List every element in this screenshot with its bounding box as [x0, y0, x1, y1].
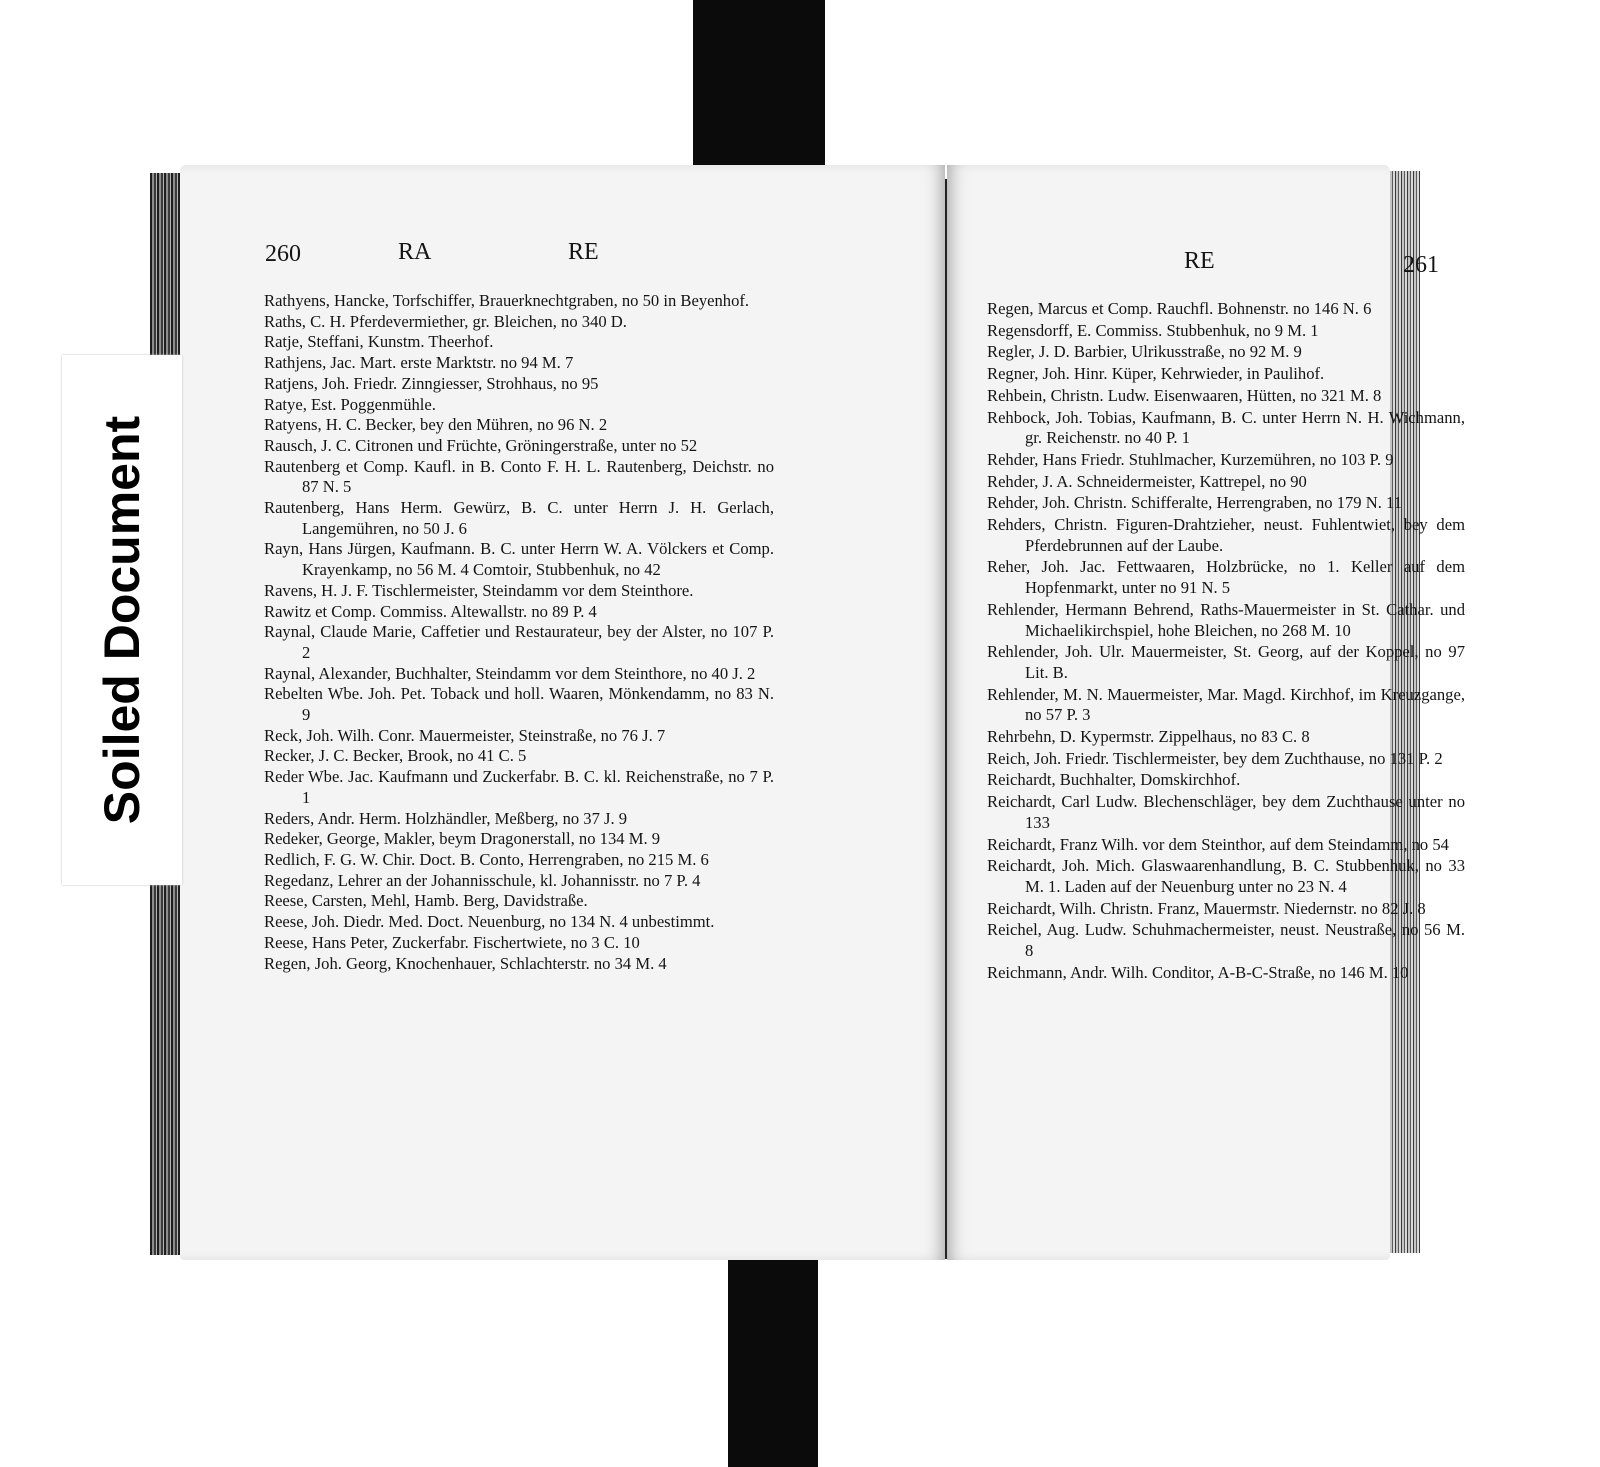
directory-entry: Redlich, F. G. W. Chir. Doct. B. Conto, Herrengraben, no 215 M. 6: [264, 849, 709, 869]
soiled-document-label-text: Soiled Document: [94, 415, 150, 825]
directory-entry: Rehlender, M. N. Mauermeister, Mar. Magd. Kirchhof, im Kreuzgange, no 57 P. 3: [987, 684, 1465, 725]
directory-entry: Rehbock, Joh. Tobias, Kaufmann, B. C. unter Herrn N. H. Wichmann, gr. Reichenstr. no 40 P. 1: [987, 407, 1465, 448]
directory-entry: Reher, Joh. Jac. Fettwaaren, Holzbrücke, no 1. Keller auf dem Hopfenmarkt, unter no 91 N. 5: [987, 557, 1465, 598]
directory-entry: Regen, Marcus et Comp. Rauchfl. Bohnenstr. no 146 N. 6: [987, 299, 1372, 318]
directory-entry: Raynal, Alexander, Buchhalter, Steindamm vor dem Steinthore, no 40 J. 2: [264, 663, 756, 683]
left-header-re: RE: [568, 239, 599, 265]
directory-entry: Rathyens, Hancke, Torfschiffer, Brauerknechtgraben, no 50 in Beyenhof.: [264, 291, 750, 310]
right-page-number: 261: [1403, 252, 1439, 278]
directory-entry: Rehder, Joh. Christn. Schifferalte, Herrengraben, no 179 N. 11: [987, 493, 1402, 513]
directory-entry: Rayn, Hans Jürgen, Kaufmann. B. C. unter Herrn W. A. Völckers et Comp. Krayenkamp, no 56 M. 4 Comtoir, Stubbenhuk, no 42: [264, 539, 774, 580]
directory-entry: Rehlender, Hermann Behrend, Raths-Mauermeister in St. Cathar. und Michaelikirchspiel, hohe Bleichen, no 268 M. 10: [987, 599, 1465, 640]
directory-entry: Reder Wbe. Jac. Kaufmann und Zuckerfabr. B. C. kl. Reichenstraße, no 7 P. 1: [264, 767, 774, 807]
binding-strip-top: [693, 0, 825, 180]
directory-entry: Raynal, Claude Marie, Caffetier und Restaurateur, bey der Alster, no 107 P. 2: [264, 622, 774, 662]
directory-entry: Rehders, Christn. Figuren-Drahtzieher, neust. Fuhlentwiet, bey dem Pferdebrunnen auf der Laube.: [987, 515, 1465, 555]
directory-entry: Regen, Joh. Georg, Knochenhauer, Schlachterstr. no 34 M. 4: [264, 953, 667, 973]
directory-entry: Reichel, Aug. Ludw. Schuhmachermeister, neust. Neustraße, no 56 M. 8: [987, 920, 1465, 961]
soiled-document-label: [62, 355, 182, 885]
right-header-re: RE: [1184, 248, 1215, 274]
left-page-number: 260: [265, 241, 301, 267]
open-book: [150, 165, 1465, 1265]
directory-entry: Reese, Joh. Diedr. Med. Doct. Neuenburg, no 134 N. 4 unbestimmt.: [264, 912, 715, 932]
directory-entry: Rehbein, Christn. Ludw. Eisenwaaren, Hütten, no 321 M. 8: [987, 385, 1382, 405]
directory-entry: Reichardt, Franz Wilh. vor dem Steinthor, auf dem Steindamm, no 54: [987, 834, 1449, 854]
directory-entry: Regner, Joh. Hinr. Küper, Kehrwieder, in Paulihof.: [987, 364, 1325, 384]
directory-entry: Ravens, H. J. F. Tischlermeister, Steindamm vor dem Steinthore.: [264, 580, 694, 600]
directory-entry: Reichmann, Andr. Wilh. Conditor, A-B-C-Straße, no 146 M. 10: [987, 962, 1409, 982]
directory-entry: Reders, Andr. Herm. Holzhändler, Meßberg, no 37 J. 9: [264, 808, 628, 828]
left-page: [180, 165, 945, 1260]
directory-entry: Rausch, J. C. Citronen und Früchte, Gröningerstraße, unter no 52: [264, 435, 698, 455]
directory-entry: Raths, C. H. Pferdevermiether, gr. Bleichen, no 340 D.: [264, 311, 627, 331]
directory-entry: Recker, J. C. Becker, Brook, no 41 C. 5: [264, 746, 527, 766]
directory-entry: Reese, Carsten, Mehl, Hamb. Berg, Davidstraße.: [264, 891, 588, 911]
directory-entry: Rautenberg, Hans Herm. Gewürz, B. C. unter Herrn J. H. Gerlach, Langemühren, no 50 J. 6: [264, 498, 774, 538]
directory-entry: Reich, Joh. Friedr. Tischlermeister, bey dem Zuchthause, no 131 P. 2: [987, 748, 1443, 768]
directory-entry: Ratje, Steffani, Kunstm. Theerhof.: [264, 332, 494, 352]
directory-entry: Ratye, Est. Poggenmühle.: [264, 394, 436, 414]
directory-entry: Reck, Joh. Wilh. Conr. Mauermeister, Steinstraße, no 76 J. 7: [264, 725, 666, 745]
directory-entry: Reichardt, Carl Ludw. Blechenschläger, bey dem Zuchthause unter no 133: [987, 792, 1465, 832]
directory-entry: Ratyens, H. C. Becker, bey den Mühren, no 96 N. 2: [264, 415, 608, 435]
directory-entry: Reichardt, Wilh. Christn. Franz, Mauermstr. Niedernstr. no 82 J. 8: [987, 898, 1426, 918]
directory-entry: Rautenberg et Comp. Kaufl. in B. Conto F. H. L. Rautenberg, Deichstr. no 87 N. 5: [264, 456, 774, 497]
left-header-ra: RA: [398, 239, 432, 265]
directory-entry: Rehrbehn, D. Kypermstr. Zippelhaus, no 83 C. 8: [987, 727, 1310, 747]
directory-entry: Regedanz, Lehrer an der Johannisschule, kl. Johannisstr. no 7 P. 4: [264, 870, 701, 890]
directory-entry: Regler, J. D. Barbier, Ulrikusstraße, no 92 M. 9: [987, 342, 1302, 362]
directory-entry: Rawitz et Comp. Commiss. Altewallstr. no 89 P. 4: [264, 601, 597, 621]
directory-entry: Reese, Hans Peter, Zuckerfabr. Fischertwiete, no 3 C. 10: [264, 932, 640, 952]
directory-entry: Rehlender, Joh. Ulr. Mauermeister, St. Georg, auf der Koppel, no 97 Lit. B.: [987, 642, 1465, 682]
directory-entry: Regensdorff, E. Commiss. Stubbenhuk, no 9 M. 1: [987, 320, 1319, 340]
directory-entry: Redeker, George, Makler, beym Dragonerstall, no 134 M. 9: [264, 829, 661, 849]
directory-entry: Rehder, J. A. Schneidermeister, Kattrepel, no 90: [987, 471, 1307, 491]
right-page: [947, 165, 1465, 1260]
directory-entry: Ratjens, Joh. Friedr. Zinngiesser, Strohhaus, no 95: [264, 373, 599, 393]
binding-strip-bottom: [728, 1255, 818, 1467]
directory-entry: Rebelten Wbe. Joh. Pet. Toback und holl. Waaren, Mönkendamm, no 83 N. 9: [264, 684, 774, 725]
directory-entry: Reichardt, Joh. Mich. Glaswaarenhandlung, B. C. Stubbenhuk, no 33 M. 1. Laden auf der Neuenburg unter no 23 N. 4: [987, 856, 1465, 896]
right-entry-list: [987, 299, 1465, 985]
directory-entry: Rehder, Hans Friedr. Stuhlmacher, Kurzemühren, no 103 P. 9: [987, 449, 1394, 469]
left-entry-list: [264, 291, 774, 974]
directory-entry: Reichardt, Buchhalter, Domskirchhof.: [987, 770, 1241, 790]
directory-entry: Rathjens, Jac. Mart. erste Marktstr. no 94 M. 7: [264, 353, 574, 373]
